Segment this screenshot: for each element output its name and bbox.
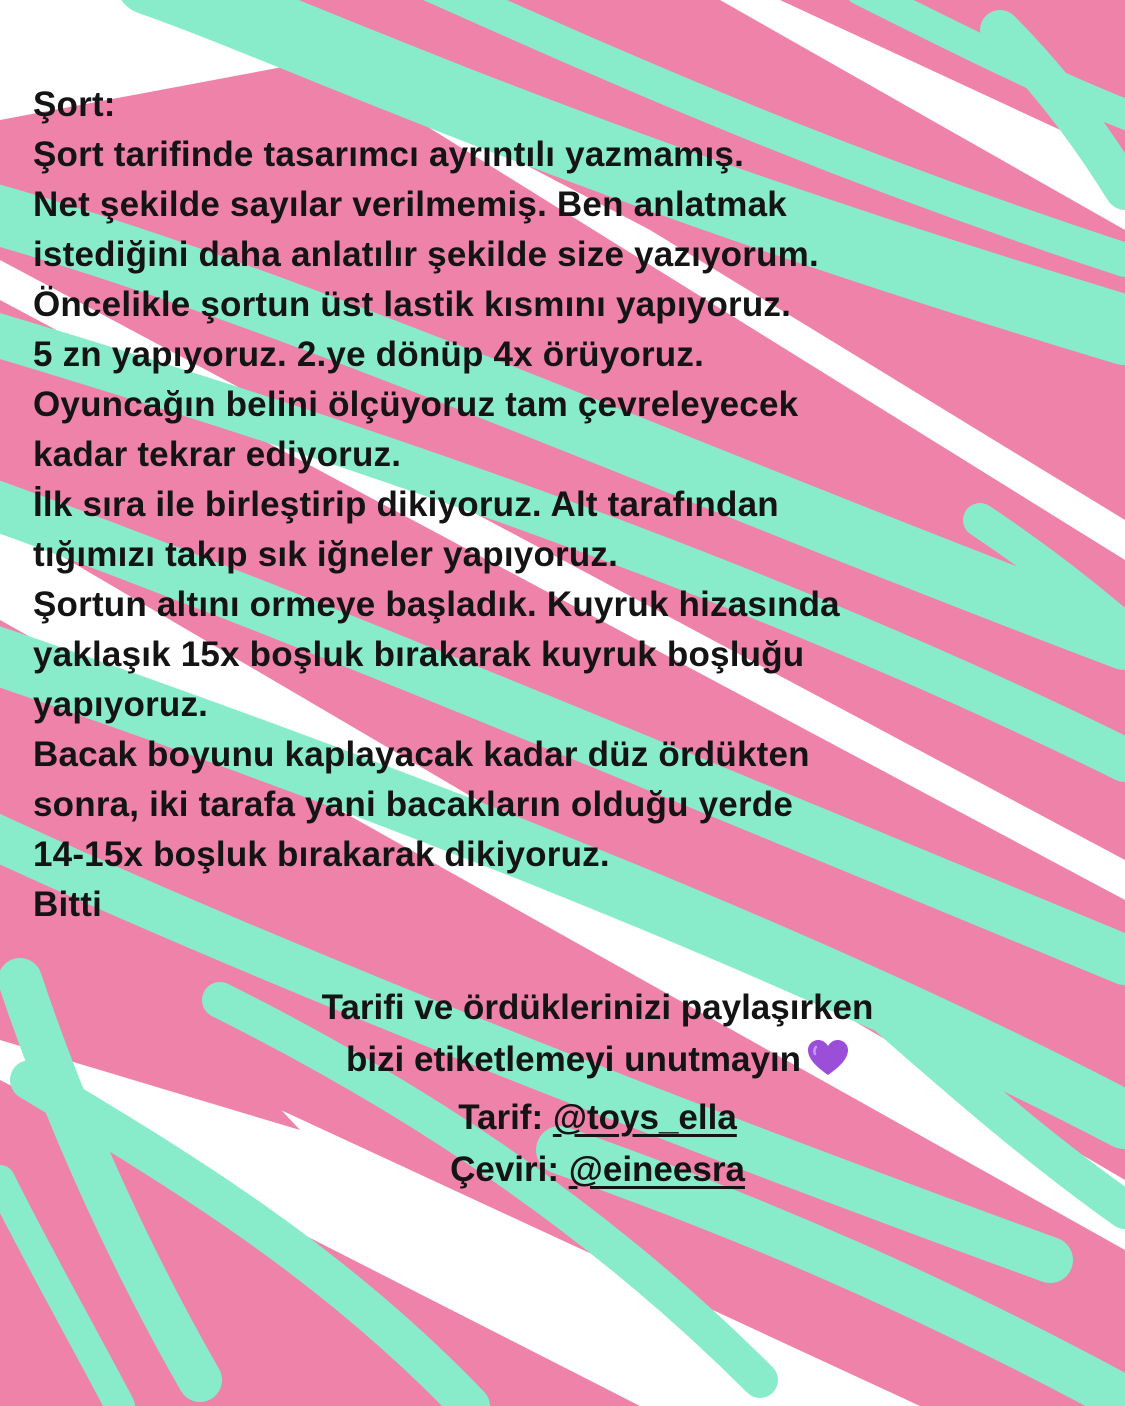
translation-credit-line [70,1144,1125,1196]
recipe-credit-label: Tarif: [458,1098,553,1137]
translation-credit-label: Çeviri: [450,1150,569,1189]
recipe-line: yapıyoruz. [33,685,209,724]
recipe-line: tığımızı takıp sık iğneler yapıyoruz. [33,535,619,574]
recipe-line: Net şekilde sayılar verilmemiş. Ben anlatmak [33,185,787,224]
recipe-text [33,80,1093,930]
recipe-line: Şort tarifinde tasarımcı ayrıntılı yazmamış. [33,135,745,174]
recipe-title: Şort: [33,85,116,124]
recipe-line: Bacak boyunu kaplayacak kadar düz ördükten [33,735,810,774]
translator-mention[interactable]: @eineesra [568,1150,745,1189]
purple-heart-icon [807,1039,849,1092]
recipe-author-mention[interactable]: @toys_ella [552,1098,737,1137]
recipe-line: Oyuncağın belini ölçüyoruz tam çevreleyecek [33,385,799,424]
recipe-credit-line [70,1092,1125,1144]
recipe-line: sonra, iki tarafa yani bacakların olduğu yerde [33,785,794,824]
tag-reminder-line [70,1034,1125,1092]
recipe-line: yaklaşık 15x boşluk bırakarak kuyruk boşluğu [33,635,805,674]
recipe-line: 14-15x boşluk bırakarak dikiyoruz. [33,835,610,874]
recipe-line: 5 zn yapıyoruz. 2.ye dönüp 4x örüyoruz. [33,335,704,374]
recipe-line: Öncelikle şortun üst lastik kısmını yapıyoruz. [33,285,792,324]
tag-reminder-text: bizi etiketlemeyi unutmayın [345,1040,802,1079]
recipe-line: kadar tekrar ediyoruz. [33,435,402,474]
share-reminder-line: Tarifi ve ördüklerinizi paylaşırken [321,988,874,1027]
credits-block [0,982,1125,1196]
recipe-end: Bitti [33,885,103,924]
recipe-line: istediğini daha anlatılır şekilde size yazıyorum. [33,235,819,274]
recipe-line: İlk sıra ile birleştirip dikiyoruz. Alt tarafından [33,485,779,524]
recipe-line: Şortun altını ormeye başladık. Kuyruk hizasında [33,585,840,624]
